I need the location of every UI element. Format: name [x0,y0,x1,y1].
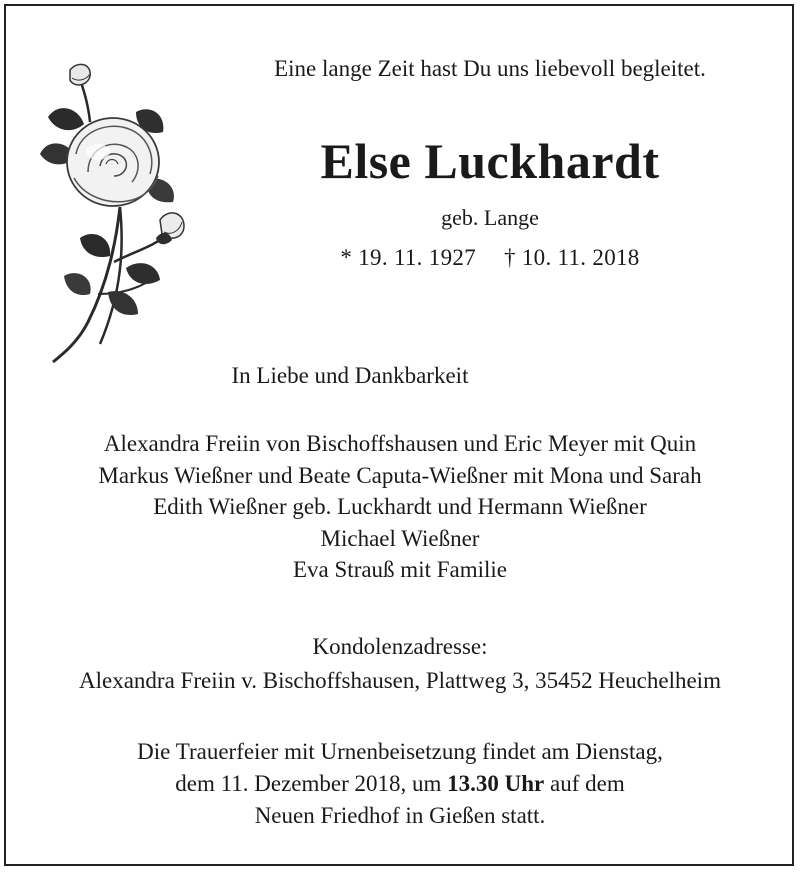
mourner-line: Michael Wießner [320,525,480,551]
mourner-line: Edith Wießner geb. Luckhardt und Hermann Wießner [153,494,647,519]
life-dates [200,245,780,271]
funeral-line-2 [0,768,800,800]
dedication: In Liebe und Dankbarkeit [231,363,469,388]
mourner-line: Eva Strauß mit Familie [293,557,507,582]
condolence-address: Alexandra Freiin v. Bischoffshausen, Plattweg 3, 35452 Heuchelheim [79,668,721,693]
mourner-line: Markus Wießner und Beate Caputa-Wießner mit Mona und Sarah [98,462,702,488]
death-date: † 10. 11. 2018 [504,245,640,270]
funeral-line-1: Die Trauerfeier mit Urnenbeisetzung findet am Dienstag, [137,739,663,764]
funeral-details [0,736,800,832]
condolence-label: Kondolenzadresse: [312,634,488,659]
mourners-list [0,428,800,586]
deceased-name: Else Luckhardt [320,133,660,189]
funeral-time: 13.30 Uhr [447,771,545,796]
birth-date: * 19. 11. 1927 [340,245,476,270]
funeral-date-text: dem 11. Dezember 2018, um [175,771,448,796]
intro-line: Eine lange Zeit hast Du uns liebevoll begleitet. [274,56,706,81]
funeral-line-3: Neuen Friedhof in Gießen statt. [254,803,546,828]
funeral-place-lead: auf dem [544,771,625,796]
mourner-line: Alexandra Freiin von Bischoffshausen und Eric Meyer mit Quin [103,431,697,456]
birth-name: geb. Lange [441,205,539,230]
rose-illustration [28,62,198,367]
